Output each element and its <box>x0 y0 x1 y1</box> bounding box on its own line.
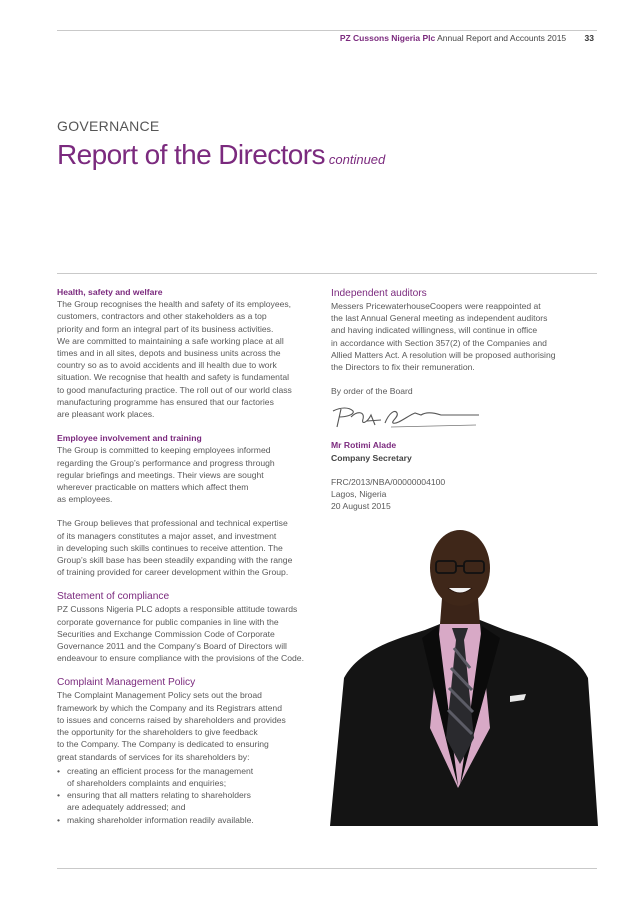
place: Lagos, Nigeria <box>331 489 387 500</box>
frc-number: FRC/2013/NBA/00000004100 <box>331 476 446 487</box>
text-line: times and in all sites, depots and business units across the <box>57 348 281 359</box>
text-line: of its managers constitutes a major asset, and investment <box>57 530 277 541</box>
text-line: the Directors to fix their remuneration. <box>331 362 475 373</box>
text-line: manufacturing programme has ensured that our factories <box>57 396 274 407</box>
text-line: endeavour to ensure compliance with the provisions of the Code. <box>57 653 304 664</box>
text-line: and having indicated willingness, will continue in office <box>331 325 538 336</box>
text-line: are pleasant work places. <box>57 409 155 420</box>
text-line: wherever practicable on matters which affect them <box>57 482 249 493</box>
bottom-rule <box>57 868 597 869</box>
complaint-text <box>57 689 325 762</box>
bullet-item <box>57 789 325 813</box>
text-line: We are committed to maintaining a safe working place at all <box>57 335 284 346</box>
page-title <box>57 139 385 171</box>
date: 20 August 2015 <box>331 501 391 512</box>
text-line: are adequately addressed; and <box>67 802 186 813</box>
page-number: 33 <box>584 33 594 43</box>
text-line: The Complaint Management Policy sets out the broad <box>57 690 262 701</box>
text-line: as employees. <box>57 494 113 505</box>
auditors-text <box>331 300 597 373</box>
order-line: By order of the Board <box>331 386 413 397</box>
text-line: The Group is committed to keeping employees informed <box>57 445 271 456</box>
title-continued: continued <box>328 152 386 167</box>
text-line: situation. We recognise that health and safety is fundamental <box>57 372 290 383</box>
health-safety-text <box>57 298 325 420</box>
text-line: regarding the Group’s performance and progress through <box>57 457 275 468</box>
text-line: Securities and Exchange Commission Code of Corporate <box>57 628 275 639</box>
text-line: The Group believes that professional and technical expertise <box>57 518 288 529</box>
auditors-heading: Independent auditors <box>331 288 427 299</box>
signer-name: Mr Rotimi Alade <box>331 440 397 451</box>
text-line: the opportunity for the shareholders to give feedback <box>57 727 258 738</box>
top-rule <box>57 30 597 31</box>
text-line: framework by which the Company and its Registrars attend <box>57 702 282 713</box>
left-column <box>57 286 325 826</box>
text-line: customers, contractors and other stakeholders as a top <box>57 311 267 322</box>
running-header <box>340 33 594 43</box>
header-company: PZ Cussons Nigeria Plc <box>339 33 436 43</box>
right-column <box>331 287 597 512</box>
header-report: Annual Report and Accounts 2015 <box>437 33 567 43</box>
text-line: Messers PricewaterhouseCoopers were reappointed at <box>331 301 541 311</box>
text-line: • creating an efficient process for the management <box>67 765 254 776</box>
text-line: in developing such skills continues to receive attention. The <box>57 542 283 553</box>
signature-icon <box>331 403 481 433</box>
text-line: Allied Matters Act. A resolution will be proposed authorising <box>331 349 556 360</box>
text-line: to good manufacturing practice. The roll out of our world class <box>57 384 292 395</box>
text-line: in accordance with Section 357(2) of the Companies and <box>331 337 547 348</box>
text-line: of training provided for career development within the Group. <box>57 567 289 578</box>
text-line: to the Company. The Company is dedicated to ensuring <box>57 739 269 750</box>
text-line: priority and form an integral part of its business activities. <box>57 323 274 334</box>
page-title-text: Report of the Directors <box>57 139 325 170</box>
text-line: • ensuring that all matters relating to shareholders <box>67 790 251 801</box>
complaint-heading: Complaint Management Policy <box>57 677 196 689</box>
text-line: regular briefings and meetings. Their views are sought <box>57 469 264 480</box>
signer-role: Company Secretary <box>331 452 412 463</box>
text-line: • making shareholder information readily available. <box>67 814 254 825</box>
bullet-item <box>57 814 325 826</box>
text-line: country so as to avoid accidents and ill health due to work <box>57 360 277 371</box>
portrait-illustration <box>330 528 598 826</box>
signature <box>331 403 597 433</box>
bullet-item <box>57 765 325 789</box>
health-safety-heading: Health, safety and welfare <box>57 287 163 297</box>
text-line: The Group recognises the health and safety of its employees, <box>57 299 292 310</box>
text-line: great standards of services for its shareholders by: <box>57 751 250 762</box>
text-line: of shareholders complaints and enquiries; <box>67 777 227 788</box>
compliance-text <box>57 603 325 664</box>
employee-text <box>57 444 325 505</box>
text-line: Group’s skill base has been steadily expanding with the range <box>57 555 293 566</box>
compliance-heading: Statement of compliance <box>57 591 170 603</box>
text-line: PZ Cussons Nigeria PLC adopts a responsible attitude towards <box>57 604 298 615</box>
text-line: Governance 2011 and the Company’s Board of Directors will <box>57 641 287 652</box>
text-line: to issues and concerns raised by shareholders and provides <box>57 714 286 725</box>
section-rule <box>57 273 597 274</box>
employee-heading: Employee involvement and training <box>57 433 202 444</box>
portrait-photo <box>330 528 598 826</box>
text-line: the last Annual General meeting as independent auditors <box>331 313 548 324</box>
section-label: GOVERNANCE <box>57 118 160 134</box>
training-text <box>57 517 325 578</box>
text-line: corporate governance for public companies in line with the <box>57 616 279 627</box>
